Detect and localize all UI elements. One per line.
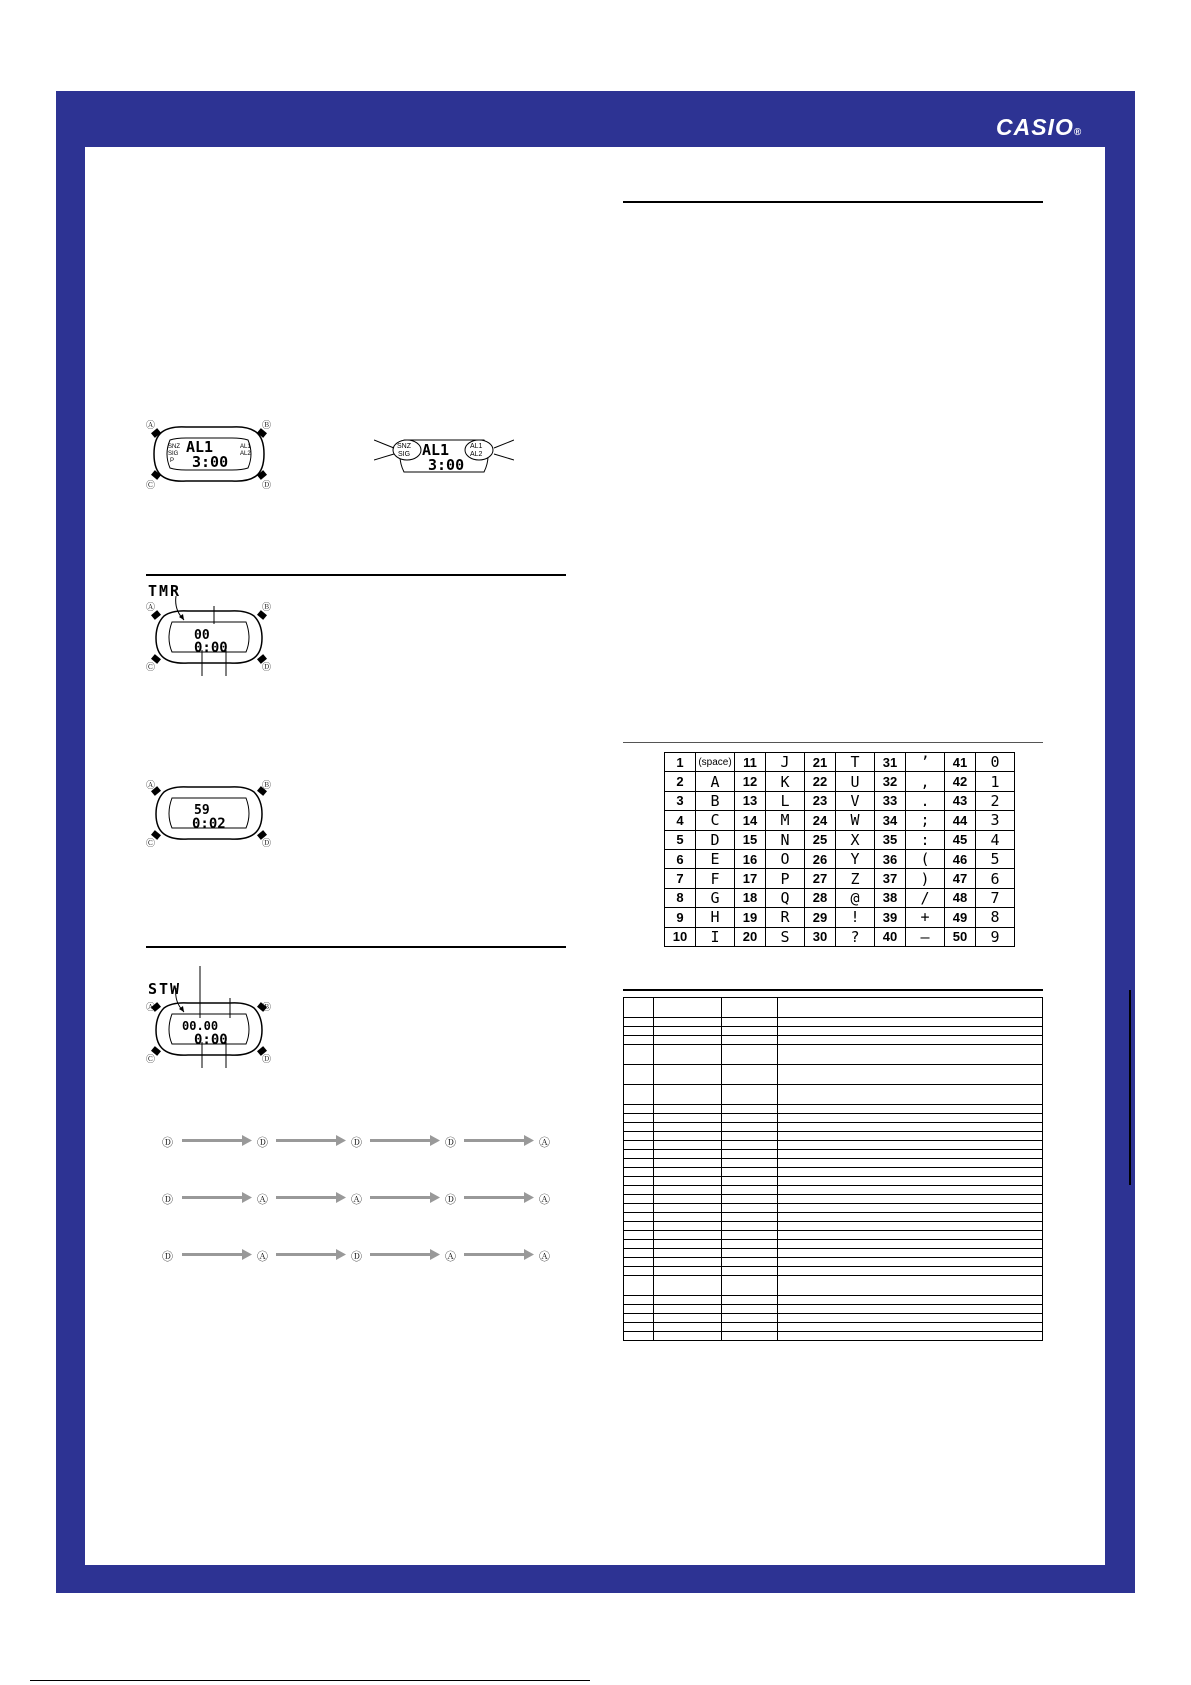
table-row [624, 1222, 1043, 1231]
svg-text:3:00: 3:00 [428, 456, 465, 474]
svg-text:Ⓓ: Ⓓ [262, 662, 272, 672]
table-row: 9 H 19 R 29 ! 39 + 49 8 [665, 908, 1015, 927]
timer-top-digits: 00 [194, 628, 210, 643]
svg-text:Ⓐ: Ⓐ [146, 780, 156, 790]
table-row [624, 1305, 1043, 1314]
svg-text:Ⓒ: Ⓒ [146, 662, 156, 672]
svg-text:SNZ: SNZ [168, 444, 180, 450]
svg-text:Ⓑ: Ⓑ [262, 780, 272, 790]
section-rule-stopwatch [146, 946, 566, 948]
alarm-time: 3:00 [192, 453, 229, 471]
svg-text:0:02: 0:02 [192, 816, 226, 832]
table-row [624, 1065, 1043, 1085]
svg-text:AL1: AL1 [240, 444, 251, 450]
table-row: 8 G 18 Q 28 @ 38 / 48 7 [665, 888, 1015, 907]
table-row [624, 1186, 1043, 1195]
table-row: 6 E 16 O 26 Y 36 ( 46 5 [665, 849, 1015, 868]
sequence-row-1 [162, 1135, 550, 1149]
table-row [624, 1213, 1043, 1222]
table-row [624, 1036, 1043, 1045]
section-rule-right-top [623, 201, 1043, 203]
table-row: 10 I 20 S 30 ? 40 — 50 9 [665, 927, 1015, 946]
alarm-watch-display-right [374, 436, 514, 476]
svg-text:AL2: AL2 [470, 451, 483, 458]
svg-text:Ⓓ: Ⓓ [445, 1194, 456, 1206]
table-row [624, 1177, 1043, 1186]
table-row [624, 1085, 1043, 1105]
sequence-row-2 [162, 1192, 550, 1206]
svg-text:Ⓐ: Ⓐ [146, 602, 156, 612]
table-row [624, 1168, 1043, 1177]
timer-watch-display [146, 596, 272, 678]
table-row [624, 1332, 1043, 1341]
table-row: 4 C 14 M 24 W 34 ; 44 3 [665, 811, 1015, 830]
table-row [624, 1045, 1043, 1065]
table-row [624, 1314, 1043, 1323]
table-row [624, 1159, 1043, 1168]
svg-text:Ⓐ: Ⓐ [539, 1137, 550, 1149]
svg-text:Ⓐ: Ⓐ [351, 1194, 362, 1206]
table-row [624, 1123, 1043, 1132]
svg-text:Ⓓ: Ⓓ [351, 1137, 362, 1149]
table-row [624, 1141, 1043, 1150]
table-row: 3 B 13 L 23 V 33 . 43 2 [665, 791, 1015, 810]
side-tab-line [1129, 990, 1131, 1185]
timer-mode-label: TMR [148, 582, 182, 600]
alarm-top-text: AL1 [186, 438, 214, 456]
svg-text:Ⓐ: Ⓐ [257, 1194, 268, 1206]
svg-text:Ⓐ: Ⓐ [257, 1251, 268, 1263]
svg-text:Ⓐ: Ⓐ [539, 1194, 550, 1206]
button-d-label: Ⓓ [262, 480, 272, 490]
table-row [624, 1105, 1043, 1114]
svg-text:AL1: AL1 [470, 443, 483, 450]
timer-watch-display-2 [146, 780, 272, 852]
svg-text:Ⓒ: Ⓒ [146, 1054, 156, 1064]
table-row [624, 1027, 1043, 1036]
button-a-label: Ⓐ [146, 420, 156, 430]
button-b-label: Ⓑ [262, 420, 272, 430]
svg-text:59: 59 [194, 803, 210, 818]
sequence-row-3 [162, 1249, 550, 1263]
stopwatch-watch-display [146, 966, 272, 1070]
svg-text:SIG: SIG [398, 451, 411, 458]
table-row [624, 1114, 1043, 1123]
svg-text:Ⓑ: Ⓑ [262, 602, 272, 612]
table-row [624, 1195, 1043, 1204]
table-row [624, 1249, 1043, 1258]
table-row: 2 A 12 K 22 U 32 , 42 1 [665, 772, 1015, 791]
svg-text:Ⓓ: Ⓓ [262, 1054, 272, 1064]
svg-text:SIG: SIG [168, 451, 179, 457]
svg-text:Ⓓ: Ⓓ [351, 1251, 362, 1263]
table-row: 7 F 17 P 27 Z 37 ) 47 6 [665, 869, 1015, 888]
table-row: 5 D 15 N 25 X 35 : 45 4 [665, 830, 1015, 849]
svg-text:SNZ: SNZ [397, 443, 411, 450]
svg-text:Ⓓ: Ⓓ [162, 1251, 173, 1263]
svg-text:AL1: AL1 [422, 441, 450, 459]
timer-time: 0:00 [194, 640, 228, 656]
section-rule-char-table [623, 742, 1043, 743]
svg-text:AL2: AL2 [240, 451, 251, 457]
table-row [624, 1296, 1043, 1305]
table-row [624, 1231, 1043, 1240]
table-row [624, 1204, 1043, 1213]
svg-text:Ⓐ: Ⓐ [445, 1251, 456, 1263]
section-rule-reference-table [623, 989, 1043, 991]
reference-table-grid [623, 997, 1043, 1341]
casio-logo: CASIO® [996, 114, 1083, 140]
alarm-watch-display-left [146, 418, 272, 490]
svg-text:Ⓓ: Ⓓ [445, 1137, 456, 1149]
table-row [624, 1276, 1043, 1296]
section-rule-timer [146, 574, 566, 576]
svg-text:Ⓓ: Ⓓ [162, 1194, 173, 1206]
table-row [624, 1132, 1043, 1141]
seq-button: Ⓓ [162, 1137, 173, 1149]
table-row [624, 998, 1043, 1018]
svg-text:Ⓐ: Ⓐ [539, 1251, 550, 1263]
table-row [624, 1323, 1043, 1332]
svg-text:Ⓐ: Ⓐ [146, 1002, 156, 1012]
table-row: 1 (space) 11 J 21 T 31 ’ 41 0 [665, 753, 1015, 772]
button-c-label: Ⓒ [146, 480, 156, 490]
bottom-rule [30, 1680, 590, 1681]
stopwatch-time: 0:00 [194, 1032, 228, 1048]
table-row [624, 1258, 1043, 1267]
svg-text:P: P [170, 458, 175, 464]
table-row [624, 1267, 1043, 1276]
svg-text:Ⓑ: Ⓑ [262, 1002, 272, 1012]
svg-text:Ⓓ: Ⓓ [257, 1137, 268, 1149]
stopwatch-mode-label: STW [148, 980, 182, 998]
table-row [624, 1240, 1043, 1249]
stopwatch-top-digits: 00.00 [182, 1019, 219, 1033]
character-table [664, 752, 1015, 947]
operation-sequences [160, 1128, 560, 1268]
table-row [624, 1018, 1043, 1027]
svg-text:Ⓓ: Ⓓ [262, 838, 272, 848]
table-row [624, 1150, 1043, 1159]
svg-text:Ⓒ: Ⓒ [146, 838, 156, 848]
